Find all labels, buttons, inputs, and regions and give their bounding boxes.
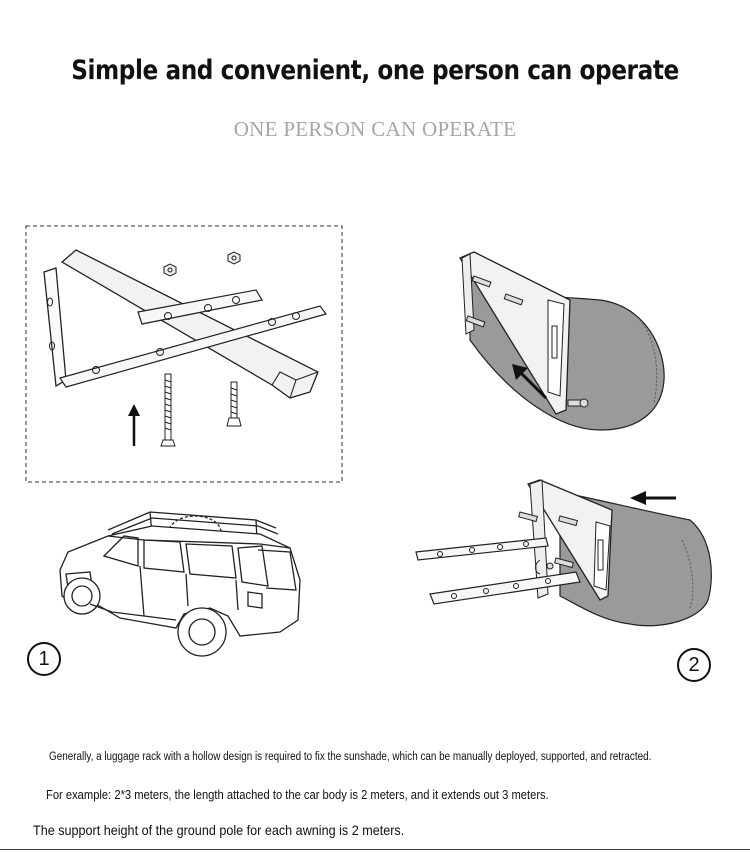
bracket-detail-illustration: [26, 226, 342, 482]
step-number-2: 2: [677, 648, 711, 682]
bottom-divider: [0, 849, 750, 850]
step-number-1: 1: [27, 642, 61, 676]
awning-bracket-attach-illustration: [416, 480, 711, 626]
arrow-up-icon: [128, 404, 140, 446]
description-line-3: The support height of the ground pole for each awning is 2 meters.: [33, 822, 405, 838]
page-title: Simple and convenient, one person can operate: [71, 55, 679, 86]
car-with-roof-rack-illustration: [60, 512, 300, 656]
description-line-1: Generally, a luggage rack with a hollow design is required to fix the sunshade, which can be manually deployed, supported, and retracted.: [49, 751, 652, 763]
awning-slide-in-illustration: [460, 252, 664, 430]
description-line-2: For example: 2*3 meters, the length attached to the car body is 2 meters, and it extends out 3 meters.: [46, 787, 549, 802]
page-subtitle: ONE PERSON CAN OPERATE: [233, 117, 517, 141]
arrow-left-icon: [630, 491, 676, 505]
